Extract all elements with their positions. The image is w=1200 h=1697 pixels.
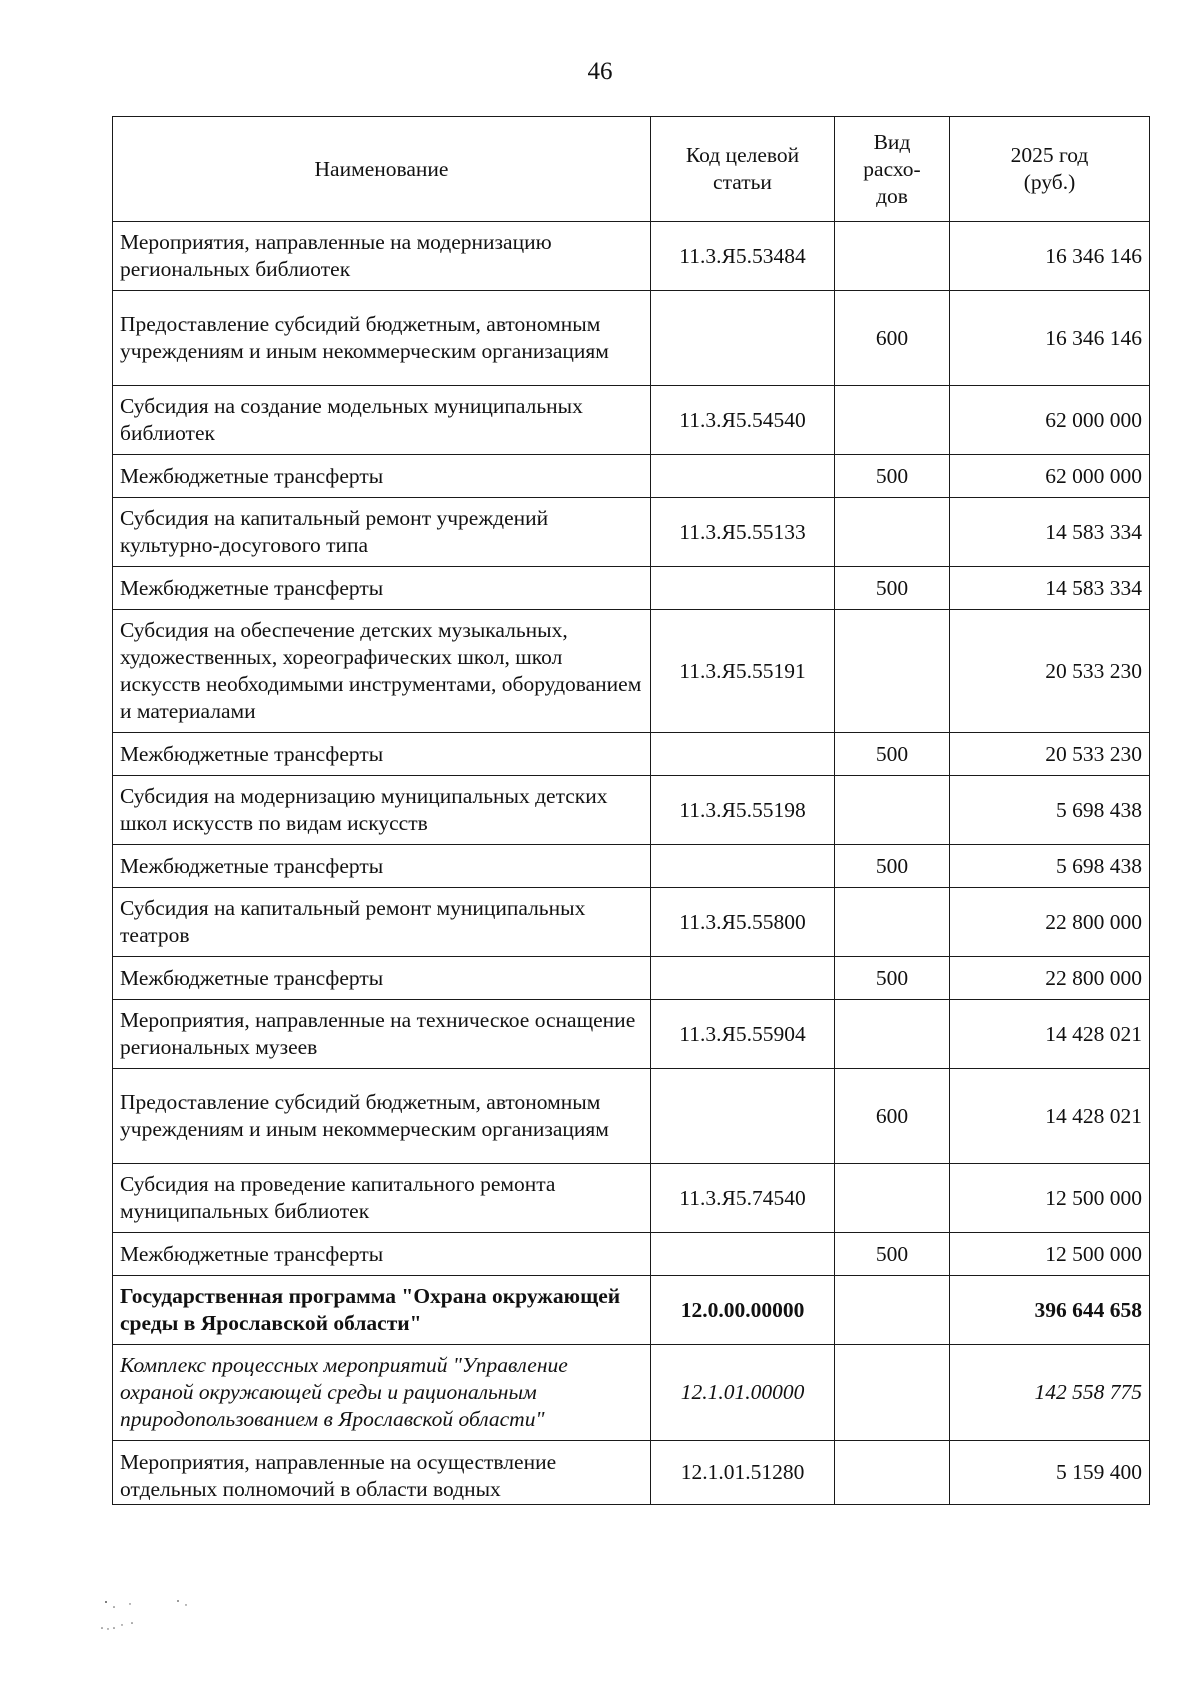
amount-cell: 14 428 021: [950, 1000, 1150, 1069]
kind-cell: 500: [835, 567, 950, 610]
table-row: [113, 222, 1150, 291]
table-row: [113, 1069, 1150, 1164]
name-cell: Межбюджетные трансферты: [113, 1233, 651, 1276]
name-cell: Субсидия на создание модельных муниципальных библиотек: [113, 386, 651, 455]
amount-cell: 16 346 146: [950, 222, 1150, 291]
kind-cell: 500: [835, 455, 950, 498]
table-row: [113, 386, 1150, 455]
kind-cell: [835, 1164, 950, 1233]
code-cell: 12.1.01.51280: [651, 1441, 835, 1505]
table-row: [113, 1345, 1150, 1441]
table-row: [113, 733, 1150, 776]
table-row: [113, 845, 1150, 888]
code-cell: 12.0.00.00000: [651, 1276, 835, 1345]
kind-cell: 500: [835, 845, 950, 888]
code-cell: [651, 567, 835, 610]
amount-cell: 14 583 334: [950, 498, 1150, 567]
header-amount: [950, 117, 1150, 222]
table-row: [113, 291, 1150, 386]
table-row: [113, 1233, 1150, 1276]
name-cell: Межбюджетные трансферты: [113, 455, 651, 498]
table-row: [113, 498, 1150, 567]
code-cell: [651, 455, 835, 498]
amount-cell: 5 698 438: [950, 776, 1150, 845]
kind-cell: 500: [835, 733, 950, 776]
amount-cell: 20 533 230: [950, 733, 1150, 776]
amount-cell: 16 346 146: [950, 291, 1150, 386]
name-cell: Субсидия на капитальный ремонт муниципальных театров: [113, 888, 651, 957]
header-code: Код целевой статьи: [651, 117, 835, 222]
table-body: [113, 222, 1150, 1505]
amount-cell: 142 558 775: [950, 1345, 1150, 1441]
table-row: [113, 776, 1150, 845]
amount-cell: 5 698 438: [950, 845, 1150, 888]
name-cell: Мероприятия, направленные на осуществление отдельных полномочий в области водных: [113, 1441, 651, 1505]
kind-cell: 600: [835, 1069, 950, 1164]
header-amount-text: 2025 год (руб.): [1010, 143, 1089, 194]
kind-cell: 600: [835, 291, 950, 386]
code-cell: 11.3.Я5.55800: [651, 888, 835, 957]
code-cell: 11.3.Я5.54540: [651, 386, 835, 455]
name-cell: Субсидия на проведение капитального ремонта муниципальных библиотек: [113, 1164, 651, 1233]
table-row: [113, 957, 1150, 1000]
kind-cell: [835, 1345, 950, 1441]
code-cell: 11.3.Я5.53484: [651, 222, 835, 291]
kind-cell: [835, 888, 950, 957]
header-name: Наименование: [113, 117, 651, 222]
table-row: [113, 1441, 1150, 1505]
kind-cell: 500: [835, 1233, 950, 1276]
name-cell: Предоставление субсидий бюджетным, автономным учреждениям и иным некоммерческим организациям: [113, 1069, 651, 1164]
name-cell: Государственная программа "Охрана окружающей среды в Ярославской области": [113, 1276, 651, 1345]
amount-cell: 62 000 000: [950, 386, 1150, 455]
kind-cell: [835, 1276, 950, 1345]
kind-cell: [835, 222, 950, 291]
kind-cell: [835, 610, 950, 733]
code-cell: [651, 845, 835, 888]
kind-cell: [835, 776, 950, 845]
amount-cell: 20 533 230: [950, 610, 1150, 733]
table-row: [113, 888, 1150, 957]
kind-cell: [835, 1000, 950, 1069]
name-cell: Мероприятия, направленные на техническое оснащение региональных музеев: [113, 1000, 651, 1069]
scan-noise-marks: [100, 1598, 210, 1648]
table-row: [113, 1276, 1150, 1345]
code-cell: [651, 1069, 835, 1164]
amount-cell: 22 800 000: [950, 888, 1150, 957]
amount-cell: 12 500 000: [950, 1164, 1150, 1233]
kind-cell: [835, 498, 950, 567]
table-header-row: [113, 117, 1150, 222]
amount-cell: 12 500 000: [950, 1233, 1150, 1276]
table-row: [113, 567, 1150, 610]
table-row: [113, 1000, 1150, 1069]
name-cell: Межбюджетные трансферты: [113, 845, 651, 888]
name-cell: Субсидия на модернизацию муниципальных детских школ искусств по видам искусств: [113, 776, 651, 845]
name-cell: Субсидия на обеспечение детских музыкальных, художественных, хореографических школ, школ искусств необходимыми инструментами, оборудованием и материалами: [113, 610, 651, 733]
code-cell: 11.3.Я5.55198: [651, 776, 835, 845]
code-cell: [651, 733, 835, 776]
code-cell: 11.3.Я5.55904: [651, 1000, 835, 1069]
amount-cell: 14 583 334: [950, 567, 1150, 610]
name-cell: Субсидия на капитальный ремонт учреждений культурно-досугового типа: [113, 498, 651, 567]
name-cell: Мероприятия, направленные на модернизацию региональных библиотек: [113, 222, 651, 291]
code-cell: 11.3.Я5.55191: [651, 610, 835, 733]
header-kind-text: Вид расхо-дов: [863, 129, 921, 208]
name-cell: Межбюджетные трансферты: [113, 733, 651, 776]
code-cell: [651, 1233, 835, 1276]
kind-cell: [835, 386, 950, 455]
table-row: [113, 610, 1150, 733]
table-row: [113, 1164, 1150, 1233]
amount-cell: 62 000 000: [950, 455, 1150, 498]
amount-cell: 22 800 000: [950, 957, 1150, 1000]
name-cell: Предоставление субсидий бюджетным, автономным учреждениям и иным некоммерческим организациям: [113, 291, 651, 386]
code-cell: [651, 957, 835, 1000]
name-cell: Комплекс процессных мероприятий "Управление охраной окружающей среды и рациональным природопользованием в Ярославской области": [113, 1345, 651, 1441]
code-cell: [651, 291, 835, 386]
amount-cell: 5 159 400: [950, 1441, 1150, 1505]
header-kind: [835, 117, 950, 222]
code-cell: 11.3.Я5.74540: [651, 1164, 835, 1233]
amount-cell: 396 644 658: [950, 1276, 1150, 1345]
code-cell: 11.3.Я5.55133: [651, 498, 835, 567]
table-row: [113, 455, 1150, 498]
name-cell: Межбюджетные трансферты: [113, 957, 651, 1000]
amount-cell: 14 428 021: [950, 1069, 1150, 1164]
name-cell: Межбюджетные трансферты: [113, 567, 651, 610]
budget-table: [112, 116, 1150, 1505]
code-cell: 12.1.01.00000: [651, 1345, 835, 1441]
kind-cell: [835, 1441, 950, 1505]
page-number: 46: [587, 58, 613, 85]
kind-cell: 500: [835, 957, 950, 1000]
